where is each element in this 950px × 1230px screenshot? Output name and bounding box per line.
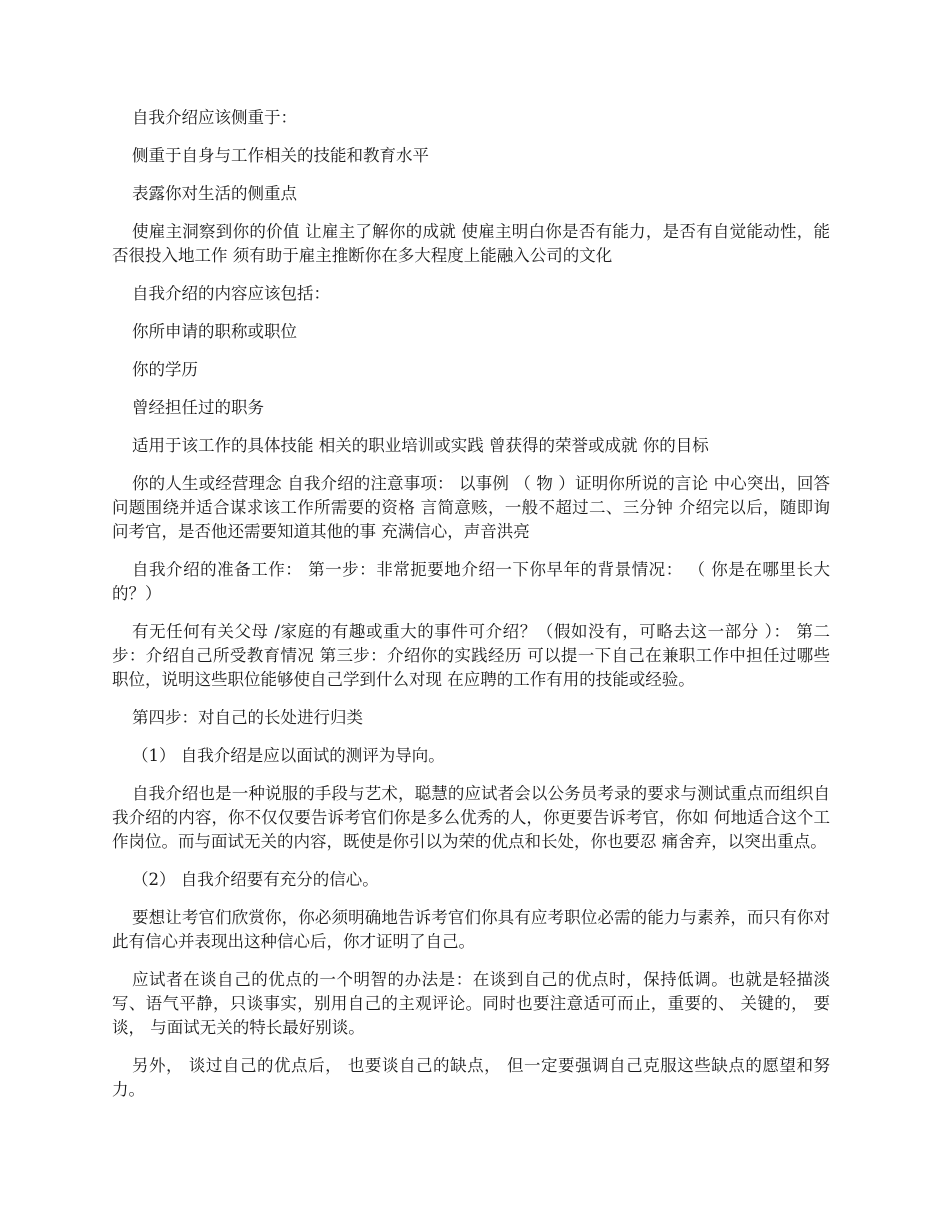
paragraph: 自我介绍也是一种说服的手段与艺术，聪慧的应试者会以公务员考录的要求与测试重点而组织自我介绍的内容，你不仅仅要告诉考官们你是多么优秀的人，你更要告诉考官，你如 何地适合这个工作岗位。而与面试无关的内容，既使是你引以为荣的优点和长处，你也要忍 痛舍弃，以突出重点。 [112,784,830,851]
paragraph: 你所申请的职称或职位 [132,322,297,341]
paragraph: 有无任何有关父母 /家庭的有趣或重大的事件可介绍？（假如没有，可略去这一部分 ）： 第二步：介绍自己所受教育情况 第三步：介绍你的实践经历 可以提一下自己在兼职工作中担任过哪些职位，说明这些职位能够使自己学到什么对现 在应聘的工作有用的技能或经验。 [112,622,830,689]
paragraph: 自我介绍应该侧重于： [132,108,297,127]
paragraph: 你的人生或经营理念 自我介绍的注意事项： 以事例 （ 物 ）证明你所说的言论 中心突出，回答问题围绕并适合谋求该工作所需要的资格 言简意赅，一般不超过二、三分钟 介绍完以后，随即询问考官，是否他还需要知道其他的事 充满信心，声音洪亮 [112,474,830,541]
document-body [112,106,830,1116]
paragraph: （2） 自我介绍要有充分的信心。 [132,870,379,889]
paragraph: 适用于该工作的具体技能 相关的职业培训或实践 曾获得的荣誉或成就 你的目标 [132,436,709,455]
paragraph: （1） 自我介绍是应以面试的测评为导向。 [132,746,445,765]
paragraph: 自我介绍的准备工作： 第一步：非常扼要地介绍一下你早年的背景情况： （ 你是在哪里长大的？） [112,560,830,603]
paragraph: 表露你对生活的侧重点 [132,184,297,203]
paragraph: 侧重于自身与工作相关的技能和教育水平 [132,146,429,165]
paragraph: 第四步：对自己的长处进行归类 [132,708,363,727]
paragraph: 使雇主洞察到你的价值 让雇主了解你的成就 使雇主明白你是否有能力，是否有自觉能动性，能否很投入地工作 须有助于雇主推断你在多大程度上能融入公司的文化 [112,222,830,265]
paragraph: 另外， 谈过自己的优点后， 也要谈自己的缺点， 但一定要强调自己克服这些缺点的愿望和努力。 [112,1056,830,1099]
paragraph: 应试者在谈自己的优点的一个明智的办法是：在谈到自己的优点时，保持低调。也就是轻描淡写、语气平静，只谈事实，别用自己的主观评论。同时也要注意适可而止，重要的、 关键的， 要谈， 与面试无关的特长最好别谈。 [112,970,830,1037]
paragraph: 要想让考官们欣赏你，你必须明确地告诉考官们你具有应考职位必需的能力与素养，而只有你对此有信心并表现出这种信心后，你才证明了自己。 [112,908,830,951]
paragraph: 曾经担任过的职务 [132,398,264,417]
paragraph: 自我介绍的内容应该包括： [132,284,330,303]
paragraph: 你的学历 [132,360,198,379]
